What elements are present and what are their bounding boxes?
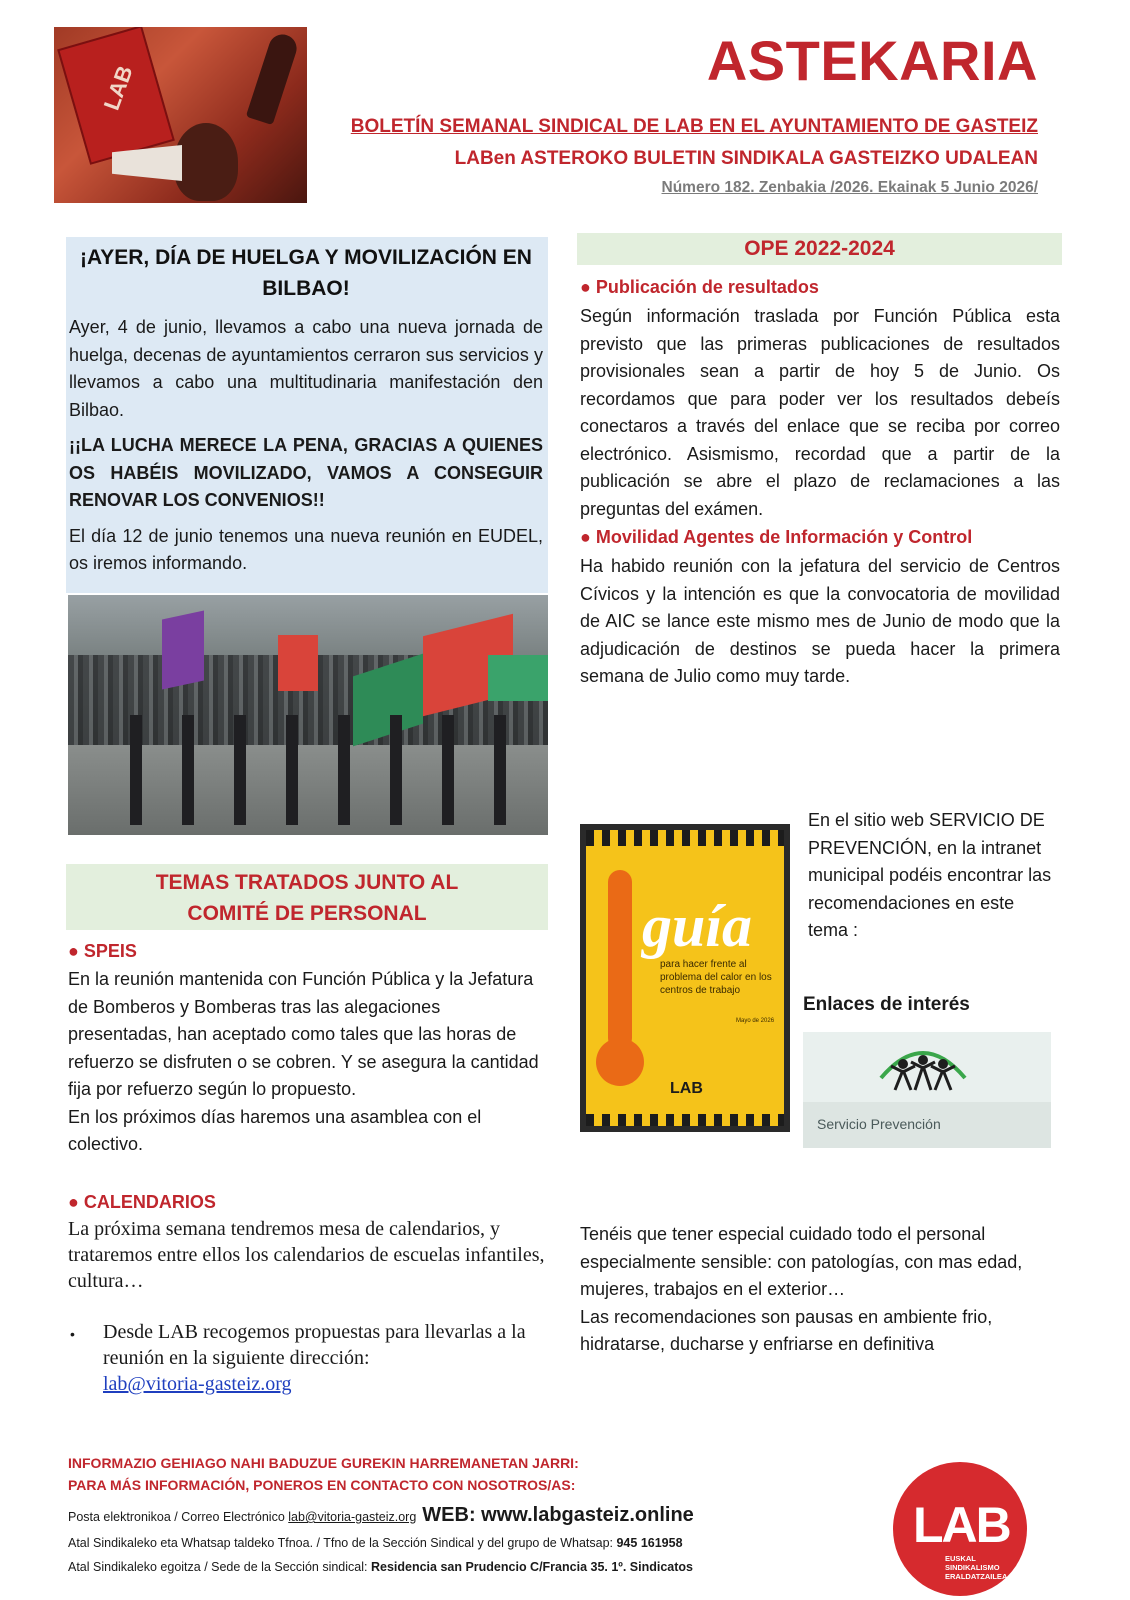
temas-title-line-2: COMITÉ DE PERSONAL <box>187 902 427 925</box>
protester-silhouette <box>174 123 238 201</box>
ope-section-title: OPE 2022-2024 <box>577 233 1062 265</box>
subtitle-basque: LABen ASTEROKO BULETIN SINDIKALA GASTEIZKO UDALEAN <box>454 148 1038 169</box>
temas-title-line-1: TEMAS TRATADOS JUNTO AL <box>155 871 459 894</box>
calendarios-heading: ● CALENDARIOS <box>68 1192 216 1212</box>
guia-calor-cover[interactable] <box>580 824 790 1132</box>
footer-phone-line <box>68 1536 683 1550</box>
lab-logo-text: LAB <box>913 1497 1010 1553</box>
cuidado-paragraph-1: Tenéis que tener especial cuidado todo el personal especialmente sensible: con patologías, con mas edad, mujeres, trabajos en el exterior… <box>580 1224 1023 1299</box>
footer-email-link[interactable]: lab@vitoria-gasteiz.org <box>288 1510 417 1524</box>
raised-fist-shape <box>246 31 300 125</box>
footer-seat-line <box>68 1560 693 1574</box>
servicio-prevencion-label: Servicio Prevención <box>817 1116 941 1132</box>
photo-green-flag-right <box>488 655 548 701</box>
huelga-title: ¡AYER, DÍA DE HUELGA Y MOVILIZACIÓN EN BILBAO! <box>80 246 532 300</box>
hazard-stripes-bottom <box>586 1114 784 1126</box>
huelga-paragraph-2: ¡¡LA LUCHA MERECE LA PENA, GRACIAS A QUIENES OS HABÉIS MOVILIZADO, VAMOS A CONSEGUIR RENOVAR LOS CONVENIOS!! <box>69 435 543 510</box>
calendarios-body: La próxima semana tendremos mesa de calendarios, y trataremos entre ellos los calendarios de escuelas infantiles, cultura… <box>68 1218 545 1292</box>
footer-web-link[interactable]: WEB: www.labgasteiz.online <box>422 1504 694 1526</box>
lab-logo-badge <box>893 1462 1027 1596</box>
enlaces-heading: Enlaces de interés <box>803 994 970 1015</box>
speis-paragraph-2: En los próximos días haremos una asamblea con el colectivo. <box>68 1106 482 1154</box>
footer-contact-basque: INFORMAZIO GEHIAGO NAHI BADUZUE GUREKIN HARREMANETAN JARRI: <box>68 1455 579 1471</box>
footer-phone-number: 945 161958 <box>616 1536 683 1550</box>
lab-logo-tagline: EUSKAL SINDIKALISMO ERALDATZAILEA <box>945 1554 1008 1581</box>
movilidad-body: Ha habido reunión con la jefatura del servicio de Centros Cívicos y la intención es que la convocatoria de movilidad de AIC se lance este mismo mes de Junio de modo que la adjudicación de destinos se pueda hacer la primera semana de Julio como muy tarde. <box>580 556 1060 686</box>
hazard-stripes-top <box>586 830 784 846</box>
huelga-paragraph-3: El día 12 de junio tenemos una nueva reunión en EUDEL, os iremos informando. <box>69 525 543 573</box>
movilidad-heading: ● Movilidad Agentes de Información y Control <box>580 527 973 547</box>
guia-cover-title: guía <box>642 893 753 959</box>
flag-label: LAB <box>98 62 138 114</box>
issue-number-date: Número 182. Zenbakia /2026. Ekainak 5 Junio 2026/ <box>661 179 1038 196</box>
huelga-section <box>66 237 548 593</box>
footer-seat-address: Residencia san Prudencio C/Francia 35. 1º. Sindicatos <box>370 1560 694 1574</box>
publicacion-heading: ● Publicación de resultados <box>580 277 819 297</box>
footer-email-label: Posta elektronikoa / Correo Electrónico <box>68 1510 289 1524</box>
lab-proposals-item <box>103 1319 553 1397</box>
photo-people <box>108 715 538 825</box>
speis-body <box>68 966 548 1159</box>
cuidado-section <box>580 1221 1070 1359</box>
temas-section-title <box>66 864 548 930</box>
speis-heading: ● SPEIS <box>68 941 137 961</box>
footer-seat-label: Atal Sindikaleko egoitza / Sede de la Sección sindical: <box>68 1560 371 1574</box>
prevencion-intro: En el sitio web SERVICIO DE PREVENCIÓN, en la intranet municipal podéis encontrar las recomendaciones en este tema : <box>808 810 1052 940</box>
lab-proposals-text: Desde LAB recogemos propuestas para llevarlas a la reunión en la siguiente dirección: <box>103 1321 526 1369</box>
masthead-title: ASTEKARIA <box>706 29 1038 92</box>
guia-cover-logo: LAB <box>670 1080 703 1097</box>
footer-email-line <box>68 1504 694 1527</box>
footer-contact-spanish: PARA MÁS INFORMACIÓN, PONEROS EN CONTACTO CON NOSOTROS/AS: <box>68 1477 576 1493</box>
guia-cover-date: Mayo de 2026 <box>736 1018 775 1024</box>
cuidado-paragraph-2: Las recomendaciones son pausas en ambiente frio, hidratarse, ducharse y enfriarse en definitiva <box>580 1306 993 1354</box>
people-group-icon <box>873 1038 973 1096</box>
thermometer-bulb-icon <box>596 1038 644 1086</box>
guia-cover-subtitle: para hacer frente al problema del calor en los centros de trabajo <box>660 959 772 996</box>
subtitle-spanish: BOLETÍN SEMANAL SINDICAL DE LAB EN EL AYUNTAMIENTO DE GASTEIZ <box>350 116 1038 137</box>
rally-photo <box>68 595 548 835</box>
speis-paragraph-1: En la reunión mantenida con Función Pública y la Jefatura de Bomberos y Bomberas tras las alegaciones presentadas, han aceptado como tales que las horas de refuerzo se disfruten o se cobren. Y se asegura la cantidad fija por refuerzo según lo propuesto. <box>68 969 539 1099</box>
publicacion-body: Según información traslada por Función Pública esta previsto que las primeras publicaciones de resultados provisionales sean a partir de hoy 5 de Junio. Os recordamos que para poder ver los resultados debeís conectaros a través del enlace que se reciba por correo electrónico. Asismismo, recordad que a partir de la publicación se abre el plazo de reclamaciones a las preguntas del exámen. <box>580 306 1060 519</box>
lab-email-link[interactable]: lab@vitoria-gasteiz.org <box>103 1373 292 1395</box>
huelga-paragraph-1: Ayer, 4 de junio, llevamos a cabo una nueva jornada de huelga, decenas de ayuntamientos cerraron sus servicios y llevamos a cabo una multitudinaria manifestación den Bilbao. <box>69 317 543 420</box>
photo-red-flag-small <box>278 635 318 691</box>
footer-phone-label: Atal Sindikaleko eta Whatsap taldeko Tfnoa. / Tfno de la Sección Sindical y del grupo de Whatsap: <box>68 1536 617 1550</box>
thermometer-icon <box>608 870 632 1050</box>
servicio-prevencion-link-card[interactable] <box>803 1032 1051 1148</box>
list-bullet: • <box>70 1326 75 1342</box>
photo-purple-flag <box>162 611 204 690</box>
header-protest-image <box>54 27 307 203</box>
